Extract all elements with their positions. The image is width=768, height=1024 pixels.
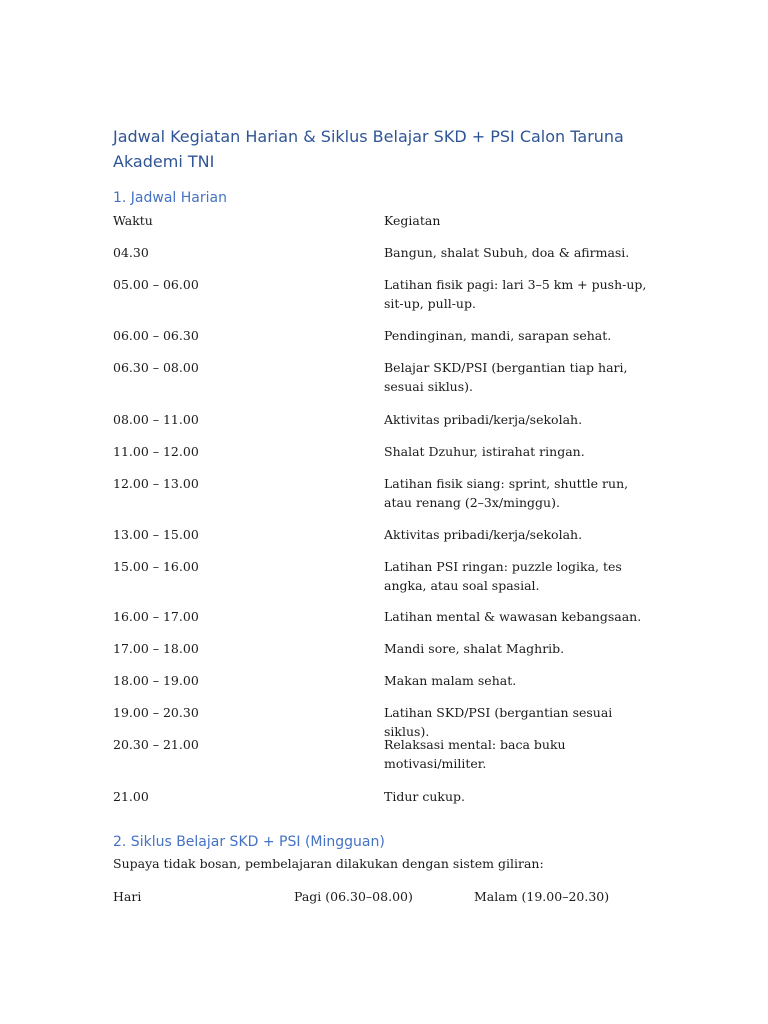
row-activity: Latihan fisik siang: sprint, shuttle run, atau renang (2–3x/minggu). <box>384 476 629 510</box>
row-activity: Latihan PSI ringan: puzzle logika, tes angka, atau soal spasial. <box>384 559 622 593</box>
section-heading-weekly: 2. Siklus Belajar SKD + PSI (Mingguan) <box>113 834 385 850</box>
row-activity: Bangun, shalat Subuh, doa & afirmasi. <box>384 245 630 260</box>
row-activity: Latihan SKD/PSI (bergantian sesuai siklus). <box>384 705 613 739</box>
row-time: 18.00 – 19.00 <box>113 673 199 688</box>
section-heading-daily: 1. Jadwal Harian <box>113 190 227 206</box>
row-activity: Latihan mental & wawasan kebangsaan. <box>384 609 642 624</box>
header-activity: Kegiatan <box>384 213 441 228</box>
row-time: 12.00 – 13.00 <box>113 476 199 491</box>
row-activity: Shalat Dzuhur, istirahat ringan. <box>384 444 585 459</box>
row-time: 05.00 – 06.00 <box>113 277 199 292</box>
row-activity: Latihan fisik pagi: lari 3–5 km + push-up, sit-up, pull-up. <box>384 277 647 311</box>
column-day: Hari <box>113 889 142 904</box>
document-title: Jadwal Kegiatan Harian & Siklus Belajar SKD + PSI Calon Taruna Akademi TNI <box>113 127 624 171</box>
row-activity: Tidur cukup. <box>384 789 465 804</box>
row-activity: Makan malam sehat. <box>384 673 517 688</box>
row-activity: Pendinginan, mandi, sarapan sehat. <box>384 328 612 343</box>
header-time: Waktu <box>113 213 153 228</box>
row-time: 21.00 <box>113 789 149 804</box>
row-time: 04.30 <box>113 245 149 260</box>
row-activity: Aktivitas pribadi/kerja/sekolah. <box>384 412 583 427</box>
row-time: 15.00 – 16.00 <box>113 559 199 574</box>
row-time: 08.00 – 11.00 <box>113 412 199 427</box>
section-intro: Supaya tidak bosan, pembelajaran dilakukan dengan sistem giliran: <box>113 856 544 871</box>
row-time: 16.00 – 17.00 <box>113 609 199 624</box>
row-activity: Mandi sore, shalat Maghrib. <box>384 641 565 656</box>
column-morning: Pagi (06.30–08.00) <box>294 889 413 904</box>
row-time: 06.00 – 06.30 <box>113 328 199 343</box>
row-time: 06.30 – 08.00 <box>113 360 199 375</box>
row-activity: Belajar SKD/PSI (bergantian tiap hari, sesuai siklus). <box>384 360 628 394</box>
row-time: 13.00 – 15.00 <box>113 527 199 542</box>
column-evening: Malam (19.00–20.30) <box>474 889 610 904</box>
row-activity: Relaksasi mental: baca buku motivasi/militer. <box>384 737 566 771</box>
row-time: 17.00 – 18.00 <box>113 641 199 656</box>
row-time: 20.30 – 21.00 <box>113 737 199 752</box>
row-activity: Aktivitas pribadi/kerja/sekolah. <box>384 527 583 542</box>
row-time: 19.00 – 20.30 <box>113 705 199 720</box>
row-time: 11.00 – 12.00 <box>113 444 199 459</box>
